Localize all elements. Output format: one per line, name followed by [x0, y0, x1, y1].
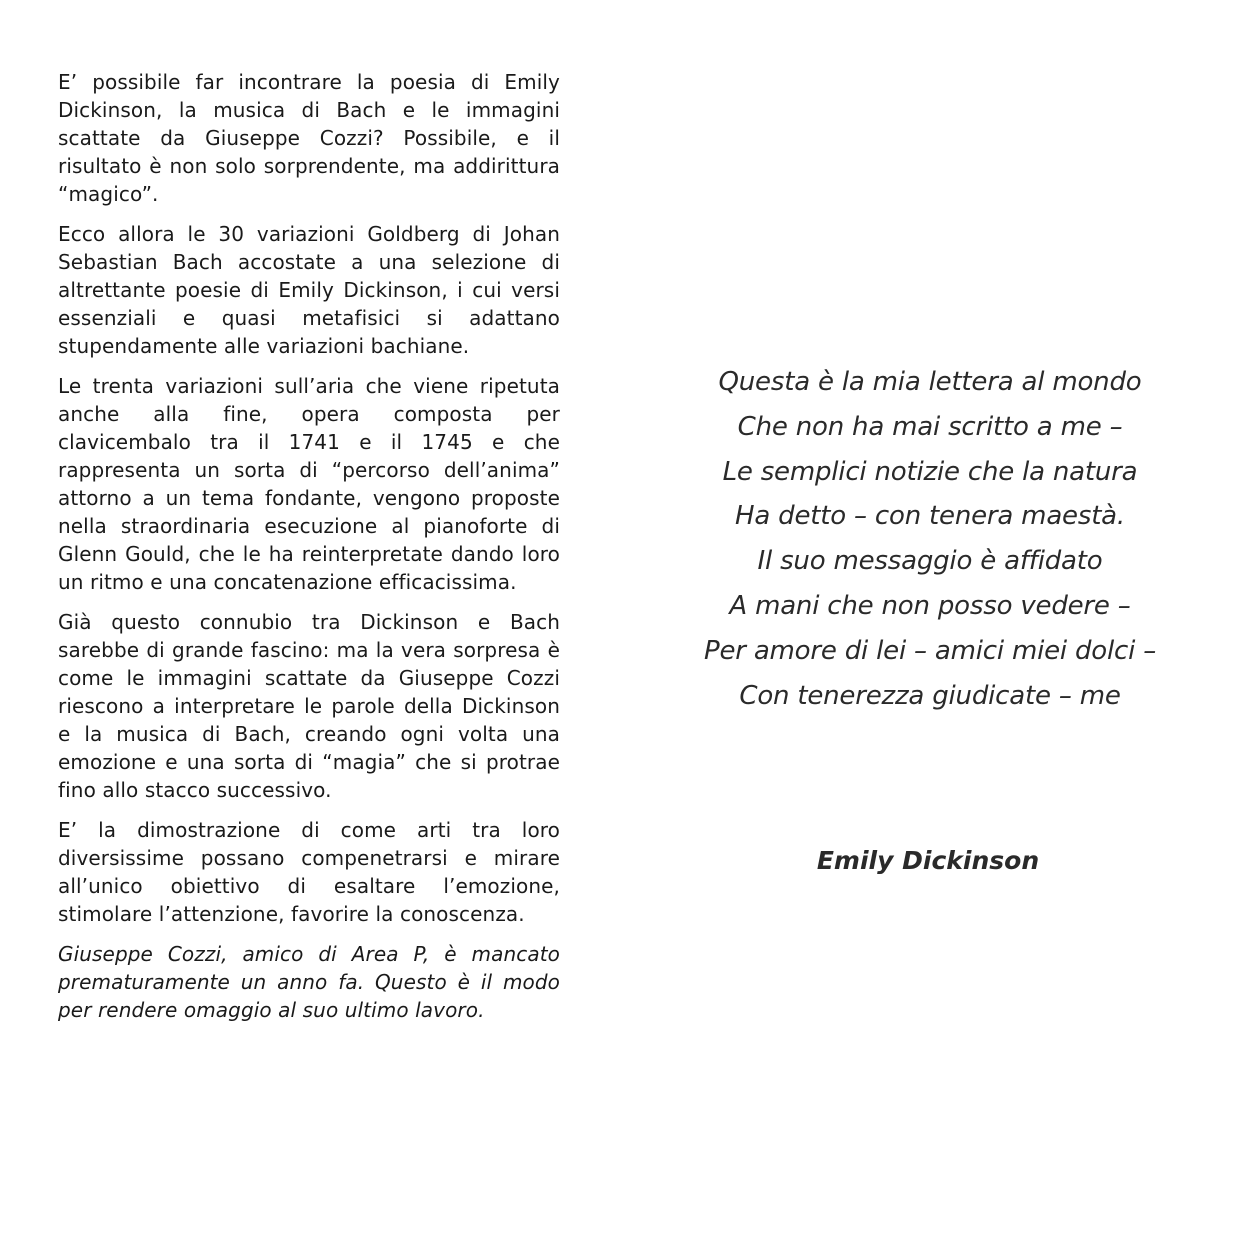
- paragraph-glenn-gould: Le trenta variazioni sull’aria che viene ripetuta anche alla fine, opera composta per clavicembalo tra il 1741 e il 1745 e che rappresenta un sorta di “percorso dell’anima” attorno a un tema fondante, vengono proposte nella straordinaria esecuzione al pianoforte di Glenn Gould, che le ha reinterpretate dando loro un ritmo e una concatenazione efficacissima.: [58, 374, 560, 594]
- poem-author: Emily Dickinson: [816, 846, 1040, 875]
- poem-block: [640, 360, 1220, 718]
- poem-line: Questa è la mia lettera al mondo: [718, 367, 1142, 397]
- poem-line: Che non ha mai scritto a me –: [737, 411, 1123, 442]
- poem-line: A mani che non posso vedere –: [729, 590, 1131, 621]
- paragraph-arts-demonstration: E’ la dimostrazione di come arti tra loro diversissime possano compenetrarsi e mirare all’unico obiettivo di esaltare l’emozione, stimolare l’attenzione, favorire la conoscenza.: [58, 818, 560, 926]
- paragraph-tribute-note: Giuseppe Cozzi, amico di Area P, è mancato prematuramente un anno fa. Questo è il modo per rendere omaggio al suo ultimo lavoro.: [58, 942, 560, 1022]
- paragraph-intro: E’ possibile far incontrare la poesia di Emily Dickinson, la musica di Bach e le immagini scattate da Giuseppe Cozzi? Possibile, e il risultato è non solo sorprendente, ma addirittura “magico”.: [58, 70, 560, 206]
- poem-line: Ha detto – con tenera maestà.: [735, 501, 1125, 532]
- intro-text-column: [58, 68, 560, 1036]
- poem-line: Per amore di lei – amici miei dolci –: [703, 635, 1157, 666]
- poem-line: Le semplici notizie che la natura: [722, 456, 1138, 487]
- poem-line: Con tenerezza giudicate – me: [739, 680, 1121, 711]
- poem-line: Il suo messaggio è affidato: [757, 546, 1103, 577]
- paragraph-goldberg-variations: Ecco allora le 30 variazioni Goldberg di Johan Sebastian Bach accostate a una selezione di altrettante poesie di Emily Dickinson, i cui versi essenziali e quasi metafisici si adattano stupendamente alle variazioni bachiane.: [58, 222, 560, 358]
- paragraph-cozzi-images: Già questo connubio tra Dickinson e Bach sarebbe di grande fascino: ma la vera sorpresa è come le immagini scattate da Giuseppe Cozzi riescono a interpretare le parole della Dickinson e la musica di Bach, creando ogni volta una emozione e una sorta di “magia” che si protrae fino allo stacco successivo.: [58, 610, 560, 802]
